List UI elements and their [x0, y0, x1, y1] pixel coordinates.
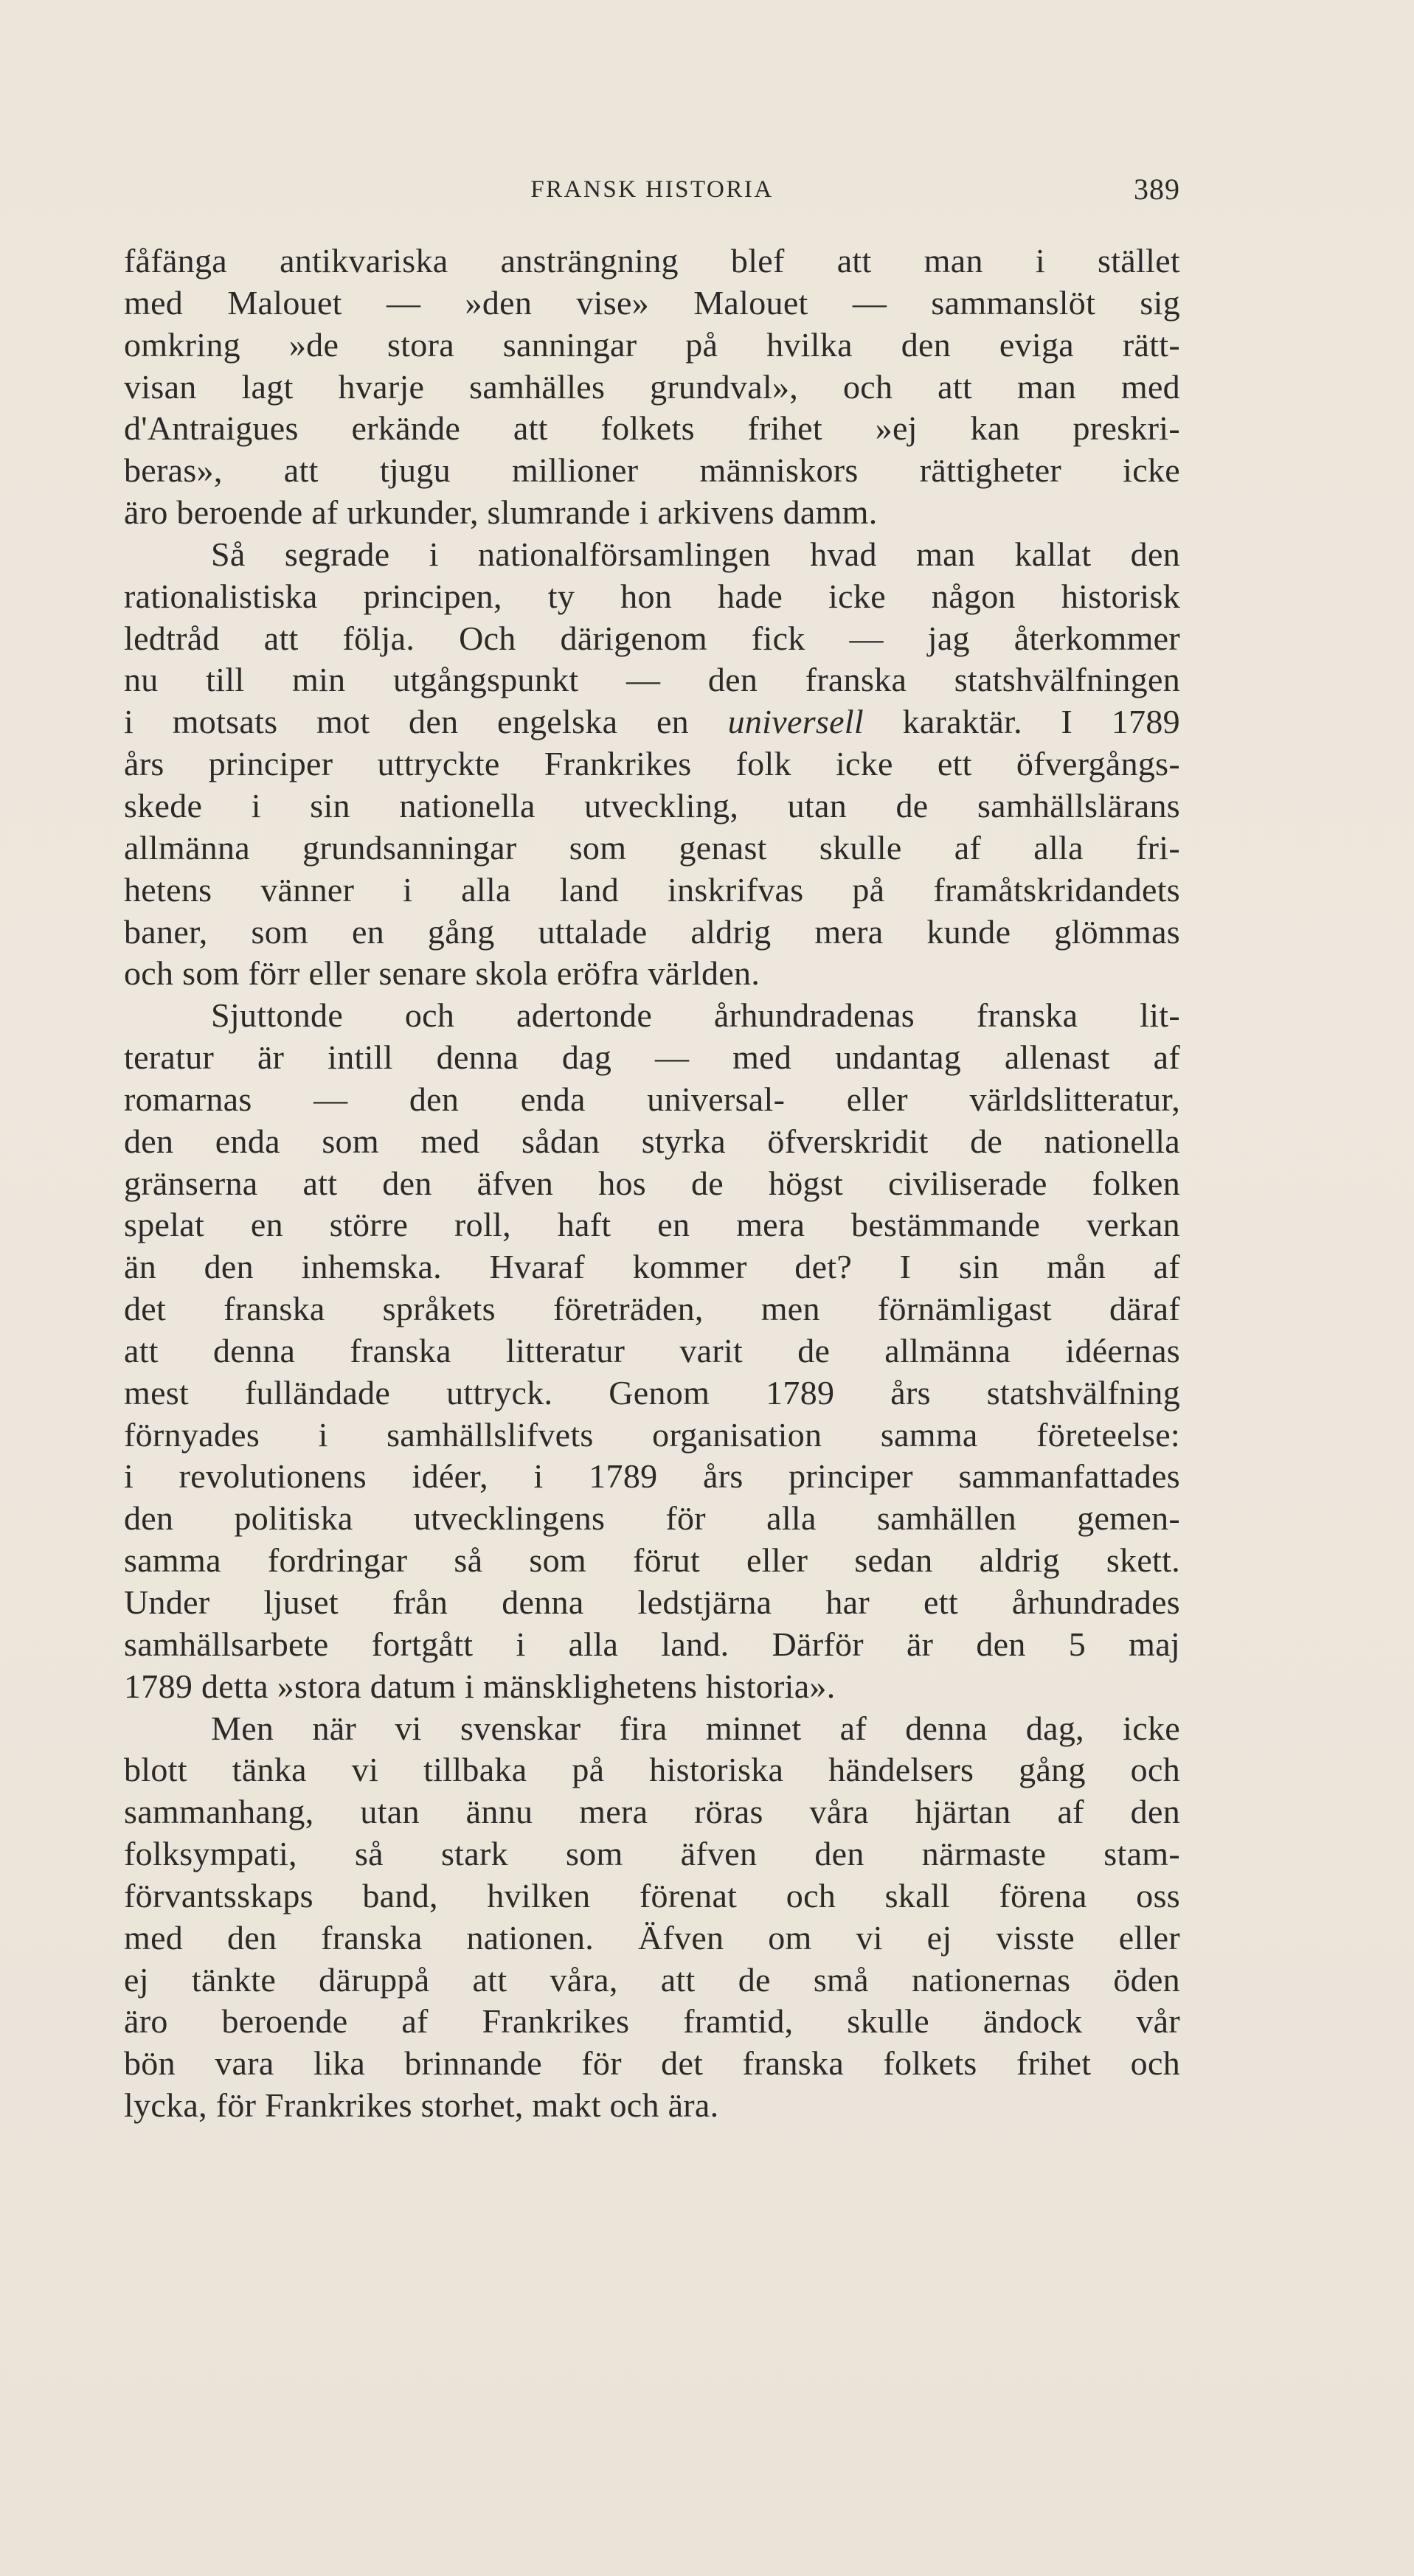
text-line: hetens vänner i alla land inskrifvas på framåtskridandets: [124, 870, 1180, 909]
text-line: i revolutionens idéer, i 1789 års principer sammanfattades: [124, 1457, 1180, 1496]
text-line: bön vara lika brinnande för det franska folkets frihet och: [124, 2044, 1180, 2083]
text-line: [124, 701, 1180, 743]
text-line: med den franska nationen. Äfven om vi ej visste eller: [124, 1918, 1180, 1957]
text-line: äro beroende af Frankrikes framtid, skulle ändock vår: [124, 2002, 1180, 2041]
text-line: års principer uttryckte Frankrikes folk icke ett öfvergångs-: [124, 745, 1180, 783]
text-line: beras», att tjugu millioner människors rättigheter icke: [124, 451, 1180, 490]
text-line: gränserna att den äfven hos de högst civiliserade folken: [124, 1164, 1180, 1202]
text-segment: i motsats mot den engelska en: [124, 703, 728, 741]
paragraph-first-line: Så segrade i nationalförsamlingen hvad man kallat den: [211, 535, 1180, 573]
text-line: baner, som en gång uttalade aldrig mera kunde glömmas: [124, 912, 1180, 951]
text-line: blott tänka vi tillbaka på historiska händelsers gång och: [124, 1751, 1180, 1789]
text-segment: karaktär. I 1789: [863, 703, 1180, 741]
paragraph-first-line: Sjuttonde och adertonde århundradenas franska lit-: [211, 996, 1180, 1035]
text-line: att denna franska litteratur varit de allmänna idéernas: [124, 1331, 1180, 1369]
text-line: lycka, för Frankrikes storhet, makt och ära.: [124, 2086, 719, 2125]
text-line: förnyades i samhällslifvets organisation samma företeelse:: [124, 1415, 1180, 1454]
text-line: 1789 detta »stora datum i mänsklighetens historia».: [124, 1667, 836, 1705]
text-line: ledtråd att följa. Och därigenom fick — jag återkommer: [124, 619, 1180, 657]
italic-word: universell: [727, 703, 864, 741]
text-line: mest fulländade uttryck. Genom 1789 års statshvälfning: [124, 1373, 1180, 1412]
text-line: än den inhemska. Hvaraf kommer det? I sin mån af: [124, 1248, 1180, 1286]
text-line: den enda som med sådan styrka öfverskridit de nationella: [124, 1122, 1180, 1160]
text-line: samma fordringar så som förut eller sedan aldrig skett.: [124, 1541, 1180, 1580]
text-line: fåfänga antikvariska ansträngning blef att man i stället: [124, 242, 1180, 280]
text-line: sammanhang, utan ännu mera röras våra hjärtan af den: [124, 1793, 1180, 1831]
paragraph-first-line: Men när vi svenskar fira minnet af denna dag, icke: [211, 1709, 1180, 1747]
text-line: den politiska utvecklingens för alla samhällen gemen-: [124, 1499, 1180, 1538]
text-line: samhällsarbete fortgått i alla land. Därför är den 5 maj: [124, 1625, 1180, 1663]
text-line: allmänna grundsanningar som genast skulle af alla fri-: [124, 828, 1180, 867]
text-line: rationalistiska principen, ty hon hade icke någon historisk: [124, 577, 1180, 615]
text-line: visan lagt hvarje samhälles grundval», och att man med: [124, 367, 1180, 406]
text-line: det franska språkets företräden, men förnämligast däraf: [124, 1290, 1180, 1328]
text-line: ej tänkte däruppå att våra, att de små nationernas öden: [124, 1960, 1180, 1999]
running-head: [124, 171, 1180, 208]
page-number: 389: [1134, 173, 1180, 206]
text-line: förvantsskaps band, hvilken förenat och skall förena oss: [124, 1876, 1180, 1914]
text-line: nu till min utgångspunkt — den franska statshvälfningen: [124, 661, 1180, 699]
text-line: Under ljuset från denna ledstjärna har ett århundrades: [124, 1583, 1180, 1621]
text-line: och som förr eller senare skola eröfra världen.: [124, 954, 760, 993]
text-line: äro beroende af urkunder, slumrande i arkivens damm.: [124, 493, 878, 532]
text-line: romarnas — den enda universal- eller världslitteratur,: [124, 1080, 1180, 1118]
text-line: d'Antraigues erkände att folkets frihet »ej kan preskri-: [124, 409, 1180, 448]
running-title: FRANSK HISTORIA: [530, 176, 774, 203]
body-text: [124, 240, 1180, 2127]
text-line: med Malouet — »den vise» Malouet — sammanslöt sig: [124, 283, 1180, 322]
text-line: spelat en större roll, haft en mera bestämmande verkan: [124, 1206, 1180, 1244]
text-line: teratur är intill denna dag — med undantag allenast af: [124, 1038, 1180, 1077]
text-line: skede i sin nationella utveckling, utan de samhällslärans: [124, 786, 1180, 824]
text-line: omkring »de stora sanningar på hvilka den eviga rätt-: [124, 325, 1180, 364]
text-line: folksympati, så stark som äfven den närmaste stam-: [124, 1835, 1180, 1873]
